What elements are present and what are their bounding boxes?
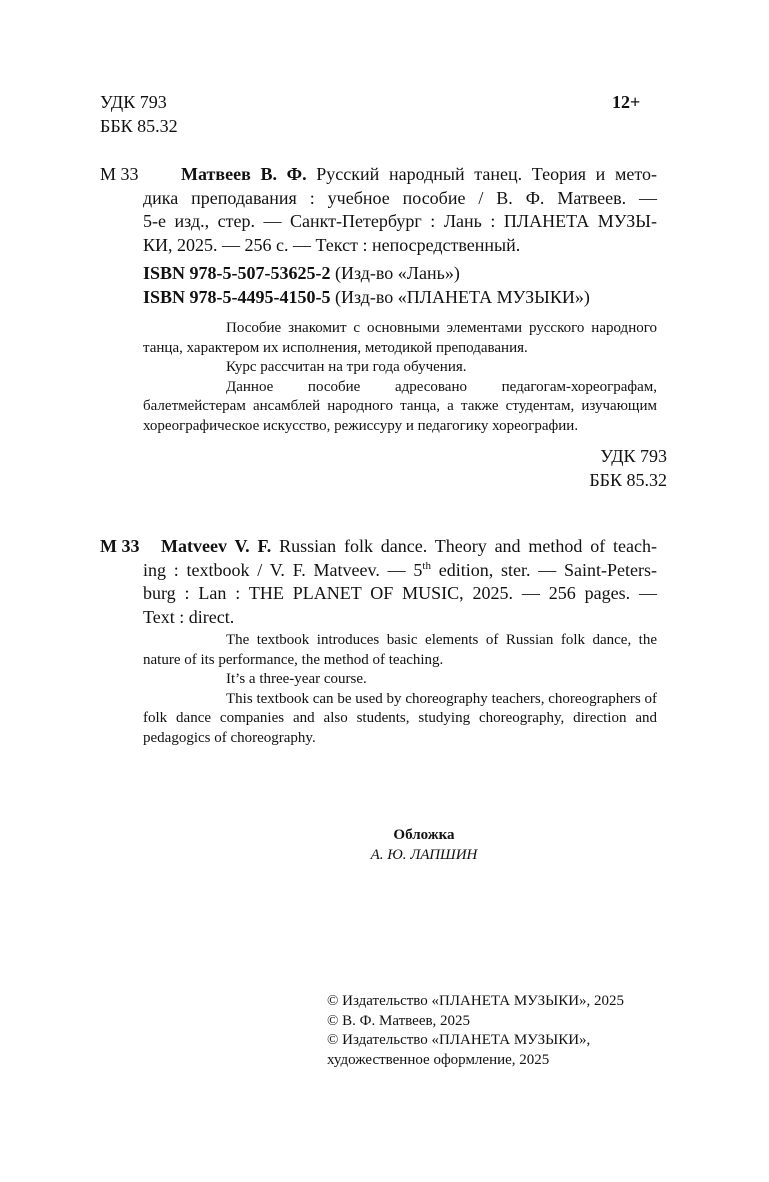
header-classification [100,91,178,138]
en-record-line4: Text : direct. [143,606,235,627]
copyright-line: художественное оформление, 2025 [327,1051,550,1068]
en-record-line1 [161,535,657,559]
ru-record-author: Матвеев В. Ф. [181,164,307,184]
ru-abstract-paragraph: Курс рассчитан на три года обучения. [226,359,467,375]
en-record-line3: burg : Lan : THE PLANET OF MUSIC, 2025. — 256 pages. — [143,583,657,603]
isbn-block [143,262,590,309]
ru-record-title: Русский народный танец. Теория и мето- [306,164,657,184]
ru-record-udk: УДК 793 [600,446,667,466]
isbn-lan [143,262,590,286]
age-rating: 12+ [612,92,641,112]
en-record-code: М 33 [100,536,140,556]
copyright-block [327,992,624,1070]
cover-credit-name: А. Ю. ЛАПШИН [370,846,478,863]
copyright-line: © Издательство «ПЛАНЕТА МУЗЫКИ», 2025 [327,993,625,1009]
isbn-planeta [143,286,590,310]
ru-record-bbk: ББК 85.32 [589,469,667,490]
ru-record-line4: КИ, 2025. — 256 с. — Текст : непосредственный. [143,234,521,255]
en-record-author: Matveev V. F. [161,536,272,556]
en-record-line2-b: edition, ster. — Saint-Peters- [430,559,657,580]
en-record-line2-a: ing : textbook / V. F. Matveev. — 5 [143,559,423,580]
copyright-line: © Издательство «ПЛАНЕТА МУЗЫКИ», [327,1032,591,1048]
en-abstract [143,631,657,748]
ru-record-code: М 33 [100,164,139,184]
ru-record-line2: дика преподавания : учебное пособие / В. Ф. Матвеев. — [143,187,657,208]
en-record-title: Russian folk dance. Theory and method of teach- [271,536,657,556]
ru-abstract-paragraph: Данное пособие адресовано педагогам-хореографам, балетмейстерам ансамблей народного танца, а также студентам, изучающим хореографическое искусство, режиссуру и педагогику хореографии. [143,378,657,434]
ru-abstract-paragraph: Пособие знакомит с основными элементами русского народного танца, характером их исполнения, методикой преподавания. [143,320,657,356]
en-abstract-paragraph: It’s a three-year course. [226,671,367,687]
isbn-planeta-number: ISBN 978-5-4495-4150-5 [143,286,331,307]
en-record-body [143,559,657,630]
isbn-planeta-publisher: (Изд-во «ПЛАНЕТА МУЗЫКИ») [330,286,590,307]
en-record-edition-suffix: th [422,559,431,572]
copyright-line: © В. Ф. Матвеев, 2025 [327,1012,471,1029]
cover-credit-heading: Обложка [393,827,455,843]
ru-record-line1 [181,163,657,187]
ru-abstract [143,319,657,436]
en-record-line2 [143,559,657,583]
isbn-lan-number: ISBN 978-5-507-53625-2 [143,263,331,283]
isbn-lan-publisher: (Изд-во «Лань») [330,263,460,283]
header-udk: УДК 793 [100,92,167,112]
ru-record-body [143,187,657,258]
header-bbk: ББК 85.32 [100,115,178,136]
ru-record-line3: 5-е изд., стер. — Санкт-Петербург : Лань : ПЛАНЕТА МУЗЫ- [143,211,657,231]
ru-record-classification [500,445,667,492]
cover-credit [224,826,624,865]
en-abstract-paragraph: The textbook introduces basic elements of Russian folk dance, the nature of its performance, the method of teaching. [143,632,657,668]
en-abstract-paragraph: This textbook can be used by choreography teachers, choreographers of folk dance companies and also students, studying choreography, direction and pedagogics of choreography. [143,690,657,746]
